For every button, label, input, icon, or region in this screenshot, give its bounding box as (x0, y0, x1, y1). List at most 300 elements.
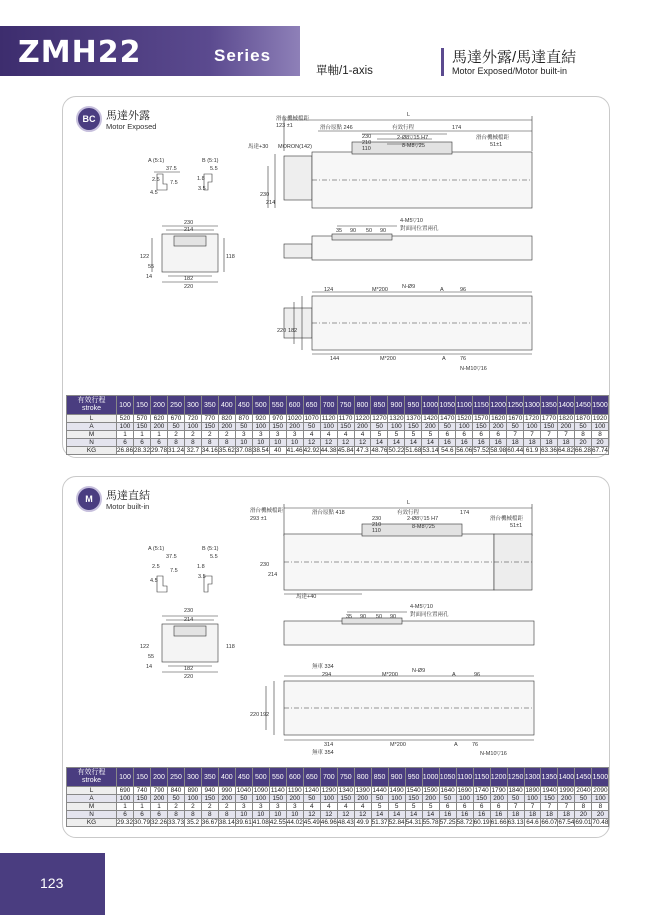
table-cell: 14 (388, 439, 405, 447)
table-cell: 31.24 (168, 447, 184, 454)
table-cell: 3 (286, 431, 303, 439)
dim-end-214: 214 (184, 617, 194, 623)
header-en-title: Motor Exposed/Motor built-in (452, 66, 568, 76)
table-cell: 67.74 (591, 447, 608, 454)
table-cell: 64.6 (524, 819, 541, 827)
dim-motor: 馬達+30 (248, 144, 269, 150)
page-footer (0, 853, 105, 915)
stroke-header-cell (67, 396, 117, 415)
table-cell: 5 (405, 431, 422, 439)
dim-110: 110 (372, 528, 381, 534)
table-cell: 5 (388, 431, 405, 439)
table-cell: 2090 (593, 787, 608, 794)
table-cell: 50 (371, 423, 388, 431)
table-cell: 6 (151, 439, 168, 447)
row-label: M (67, 803, 117, 811)
table-cell: 8 (575, 803, 592, 811)
table-cell: 1190 (287, 787, 302, 794)
stroke-header: 450 (235, 396, 252, 415)
dim-bot-motor: 無車 354 (312, 750, 334, 756)
table-cell: 20 (575, 811, 592, 819)
table-cell: 50 (168, 423, 185, 431)
dim-end-14: 14 (146, 664, 153, 670)
dim-origin-label: 滑台機械檔距 (250, 508, 284, 514)
table-cell: 54.31 (405, 819, 422, 826)
dim-slide-origin: 滑台原點 418 (312, 510, 345, 516)
table-row (67, 787, 609, 795)
table-cell: 1290 (321, 787, 336, 794)
dim-end-value: 51±1 (510, 523, 523, 529)
dim-top-motor: 無車 334 (312, 664, 334, 670)
stroke-header: 200 (151, 768, 168, 787)
dim-top-220: 220 (277, 328, 287, 334)
series-label: Series (214, 46, 272, 65)
dim-bot-76: 76 (472, 742, 479, 748)
table-cell: 10 (252, 811, 269, 819)
section-title-en: Motor built-in (106, 502, 150, 511)
table-cell: 18 (558, 811, 575, 819)
table-cell: 60.44 (507, 447, 524, 454)
dim-210: 210 (362, 140, 372, 146)
dim-top-m200: M*200 (382, 672, 398, 678)
table-cell: 16 (439, 439, 456, 447)
table-cell: 16 (490, 439, 507, 447)
table-cell: 37.08 (235, 447, 252, 454)
table-cell: 770 (201, 415, 218, 423)
header-divider (441, 48, 444, 76)
table-cell: 150 (201, 423, 218, 431)
stroke-header: 500 (252, 396, 269, 415)
table-cell: 890 (185, 787, 202, 795)
table-cell: 38.14 (218, 819, 235, 826)
dim-210: 210 (372, 522, 382, 528)
stroke-header: 1300 (524, 768, 541, 787)
stroke-header: 900 (388, 396, 405, 415)
stroke-header: 600 (286, 396, 303, 415)
table-cell: 10 (269, 439, 286, 447)
dim-bot-a: A (454, 742, 458, 748)
dim-end-122: 122 (140, 254, 150, 260)
dim-b18: 1.8 (197, 176, 205, 182)
dim-m4b: 對面同位置兩孔 (400, 226, 439, 232)
table-cell: 1340 (338, 787, 353, 794)
table-cell: 200 (422, 795, 439, 803)
table-cell: 12 (354, 811, 371, 819)
dim-174: 174 (452, 125, 462, 131)
section-title-zh: 馬達外露 (106, 110, 150, 122)
table-cell: 41.46 (286, 447, 303, 454)
table-cell: 12 (303, 811, 320, 819)
table-cell: 8 (218, 439, 235, 447)
stroke-header-en: stroke (81, 405, 102, 412)
dim-hole1: 2-Ø8▽15 H7 (407, 516, 439, 522)
table-cell: 14 (371, 439, 388, 447)
table-cell: 1670 (508, 415, 523, 422)
table-cell: 12 (337, 811, 354, 819)
table-cell: 53.14 (422, 447, 439, 454)
table-row (67, 803, 609, 811)
table-cell: 150 (337, 795, 354, 803)
table-cell: 18 (540, 439, 557, 447)
table-cell: 35.2 (185, 819, 202, 827)
row-label: L (67, 415, 117, 423)
table-cell: 1840 (508, 787, 523, 794)
table-cell: 1720 (524, 415, 540, 422)
dim-end-14: 14 (146, 274, 153, 280)
table-cell: 3 (235, 803, 252, 811)
row-label: A (67, 423, 117, 431)
table-cell: 150 (405, 795, 422, 803)
table-cell: 16 (456, 811, 473, 819)
dim-end-214: 214 (184, 227, 194, 233)
table-cell: 1020 (287, 415, 302, 422)
dim-end-118: 118 (226, 644, 235, 650)
table-cell: 42.92 (303, 447, 320, 454)
stroke-header: 1350 (540, 396, 557, 415)
dim-side-230: 230 (260, 562, 270, 568)
dim-a75: 7.5 (170, 180, 178, 186)
table-cell: 1690 (457, 787, 472, 794)
table-cell: 7 (541, 803, 558, 811)
table-cell: 100 (592, 795, 609, 803)
stroke-header: 550 (269, 768, 286, 787)
table-cell: 1490 (389, 787, 404, 794)
table-cell: 1740 (474, 787, 489, 794)
table-cell: 6 (439, 803, 456, 811)
stroke-header: 800 (354, 768, 371, 787)
table-cell: 8 (168, 439, 185, 447)
table-cell: 10 (286, 439, 303, 447)
table-cell: 8 (185, 439, 202, 447)
table-cell: 1240 (304, 787, 319, 794)
table-cell: 1 (134, 803, 151, 811)
table-cell: 52.84 (388, 819, 405, 826)
table-cell: 6 (456, 803, 473, 811)
table-cell: 12 (354, 439, 371, 447)
detail-a: A (5:1) (148, 158, 165, 164)
table-cell: 1790 (491, 787, 506, 794)
table-cell: 1770 (541, 415, 557, 422)
stroke-header: 1150 (473, 396, 490, 415)
table-cell: 690 (117, 787, 134, 795)
table-cell: 48.43 (337, 819, 354, 826)
table-cell: 7 (558, 803, 575, 811)
dim-l: L (407, 500, 411, 506)
dim-a45: 4.5 (150, 578, 158, 584)
table-cell: 150 (540, 423, 557, 431)
stroke-header: 750 (337, 768, 354, 787)
table-cell: 5 (371, 431, 388, 439)
table-header-row (67, 768, 609, 787)
dim-top-220: 220 (250, 712, 260, 718)
table-cell: 990 (218, 787, 235, 795)
dim-a375: 37.5 (166, 554, 177, 560)
stroke-header: 250 (168, 768, 185, 787)
dim-m90b: 90 (380, 228, 387, 234)
stroke-header: 450 (235, 768, 252, 787)
table-cell: 1870 (575, 415, 591, 422)
table-cell: 12 (320, 439, 337, 447)
table-cell: 64.82 (557, 447, 574, 454)
table-cell: 58.98 (490, 447, 507, 454)
table-cell: 720 (185, 415, 202, 423)
table-cell: 1570 (474, 415, 489, 422)
stroke-header: 850 (371, 396, 388, 415)
dim-hole1: 2-Ø8▽15 H7 (397, 135, 429, 141)
table-cell: 33.73 (168, 819, 184, 826)
table-cell: 70.48 (592, 819, 609, 826)
table-cell: 32.26 (151, 819, 167, 826)
stroke-header: 1150 (473, 768, 490, 787)
table-row (67, 447, 609, 455)
table-cell: 4 (303, 431, 320, 439)
table-row (67, 415, 609, 423)
dim-m35: 35 (336, 228, 343, 234)
table-cell: 1040 (236, 787, 251, 794)
table-cell: 8 (591, 431, 608, 439)
stroke-header: 1350 (541, 768, 558, 787)
table-cell: 39.61 (235, 819, 252, 826)
table-cell: 200 (422, 423, 439, 431)
table-cell: 7 (524, 803, 541, 811)
dim-b18: 1.8 (197, 564, 205, 570)
stroke-header: 400 (218, 396, 235, 415)
table-cell: 4 (354, 803, 371, 811)
stroke-header: 1450 (575, 768, 592, 787)
table-cell: 570 (134, 415, 151, 423)
table-cell: 520 (117, 415, 134, 423)
dim-top-n9: N-Ø9 (412, 668, 426, 674)
table-cell: 1 (151, 431, 168, 439)
dim-m50: 50 (366, 228, 373, 234)
table-cell: 6 (490, 431, 507, 439)
stroke-header: 100 (117, 768, 134, 787)
table-cell: 150 (405, 423, 422, 431)
section-title-zh: 馬達直結 (106, 490, 150, 502)
dim-origin-value: 123 ±1 (276, 123, 293, 129)
table-cell: 46.96 (320, 819, 337, 826)
dim-end-182: 182 (184, 666, 194, 672)
dim-m35: 35 (346, 614, 353, 620)
table-cell: 200 (286, 795, 303, 803)
table-cell: 2 (168, 431, 185, 439)
table-cell: 60.19 (473, 819, 490, 826)
table-cell: 16 (490, 811, 507, 819)
stroke-header: 1250 (507, 396, 524, 415)
table-cell: 61.9 (524, 447, 541, 455)
row-label: KG (67, 447, 117, 455)
table-cell: 18 (524, 439, 541, 447)
row-label: N (67, 439, 117, 447)
stroke-header: 1400 (558, 768, 575, 787)
table-cell: 5 (405, 803, 422, 811)
table-cell: 840 (168, 787, 185, 795)
table-cell: 150 (541, 795, 558, 803)
drawing-motor-exposed (62, 96, 610, 396)
table-cell: 1540 (406, 787, 421, 794)
dim-230: 230 (372, 516, 382, 522)
dim-bot-144: 144 (330, 356, 340, 362)
table-cell: 1170 (338, 415, 353, 422)
table-cell: 50 (575, 795, 592, 803)
table-cell: 150 (201, 795, 218, 803)
table-cell: 12 (303, 439, 320, 447)
product-title: ZMH22 (18, 35, 142, 70)
row-label: A (67, 795, 117, 803)
table-row (67, 431, 609, 439)
dim-bot-n: N-M10▽16 (460, 366, 487, 372)
table-cell: 3 (235, 431, 252, 439)
stroke-header: 1300 (524, 396, 541, 415)
table-cell: 1990 (559, 787, 574, 794)
dim-side-214: 214 (268, 572, 278, 578)
dim-m4b: 對面同位置兩孔 (410, 612, 449, 618)
table-cell: 5 (371, 803, 388, 811)
stroke-header: 1000 (422, 396, 439, 415)
stroke-header: 1200 (490, 396, 507, 415)
dim-motor: 馬達+40 (296, 594, 317, 600)
stroke-header: 600 (286, 768, 303, 787)
table-cell: 50.22 (388, 447, 405, 454)
stroke-header: 1500 (591, 396, 608, 415)
table-cell: 6 (117, 439, 134, 447)
table-cell: 200 (354, 795, 371, 803)
dim-end-118: 118 (226, 254, 235, 260)
table-cell: 6 (117, 811, 134, 819)
section-title-en: Motor Exposed (106, 122, 157, 131)
table-cell: 4 (337, 431, 354, 439)
table-cell: 200 (558, 795, 575, 803)
table-cell: 1 (117, 431, 134, 439)
table-cell: 100 (320, 795, 337, 803)
table-cell: 200 (151, 795, 168, 803)
stroke-header: 400 (218, 768, 235, 787)
dim-end-label: 滑台機械檔距 (490, 516, 524, 522)
table-cell: 45.84 (337, 447, 354, 454)
table-row (67, 811, 609, 819)
dim-side-214: 214 (266, 200, 276, 206)
table-cell: 55.78 (422, 819, 439, 826)
table-cell: 10 (252, 439, 269, 447)
table-cell: 36.67 (201, 819, 218, 826)
table-cell: 3 (252, 803, 269, 811)
dim-a75: 7.5 (170, 568, 178, 574)
stroke-header: 200 (151, 396, 168, 415)
table-cell: 670 (168, 415, 185, 423)
table-cell: 6 (473, 803, 490, 811)
detail-b: B (5:1) (202, 546, 219, 552)
table-cell: 3 (269, 431, 286, 439)
table-cell: 7 (540, 431, 557, 439)
stroke-header: 300 (185, 396, 202, 415)
stroke-header: 1400 (557, 396, 574, 415)
dim-end-value: 51±1 (490, 142, 503, 148)
stroke-header: 650 (303, 768, 320, 787)
table-cell: 18 (541, 811, 558, 819)
dim-m4: 4-M5▽10 (410, 604, 433, 610)
stroke-header: 650 (303, 396, 320, 415)
table-cell: 200 (490, 423, 507, 431)
table-cell: 40 (269, 447, 286, 455)
stroke-header: 1250 (507, 768, 524, 787)
table-cell: 8 (592, 803, 609, 811)
dim-end-230: 230 (184, 608, 194, 614)
table-cell: 920 (252, 415, 269, 423)
table-cell: 51.37 (371, 819, 388, 826)
table-cell: 2 (201, 431, 218, 439)
table-cell: 1620 (491, 415, 506, 422)
table-cell: 1370 (406, 415, 421, 422)
table-cell: 7 (507, 431, 524, 439)
table-cell: 6 (134, 439, 151, 447)
table-cell: 200 (557, 423, 574, 431)
table-cell: 4 (320, 803, 337, 811)
table-cell: 1440 (372, 787, 387, 794)
table-cell: 1120 (321, 415, 336, 422)
table-cell: 100 (117, 423, 134, 431)
table-cell: 35.62 (218, 447, 235, 454)
stroke-header: 300 (185, 768, 202, 787)
table-cell: 2 (168, 803, 185, 811)
table-cell: 16 (473, 439, 490, 447)
table-cell: 8 (201, 439, 218, 447)
table-cell: 870 (235, 415, 252, 423)
page-number: 123 (40, 875, 64, 891)
table-cell: 1470 (440, 415, 455, 422)
dim-bot-n: N-M10▽16 (480, 751, 507, 757)
row-label: L (67, 787, 117, 795)
table-cell: 200 (286, 423, 303, 431)
table-cell: 49.9 (354, 819, 371, 827)
table-cell: 2 (185, 431, 202, 439)
table-cell: 100 (252, 423, 269, 431)
stroke-header: 900 (388, 768, 405, 787)
table-cell: 150 (269, 423, 286, 431)
dim-end-label: 滑台機械檔距 (476, 135, 510, 141)
table-cell: 100 (117, 795, 134, 803)
dim-side-230: 230 (260, 192, 270, 198)
table-cell: 8 (168, 811, 185, 819)
stroke-header-en: stroke (81, 777, 102, 784)
table-cell: 18 (507, 811, 524, 819)
dim-l: L (407, 112, 411, 118)
table-cell: 6 (473, 431, 490, 439)
dim-b35: 3.5 (198, 186, 206, 192)
table-cell: 1140 (270, 787, 285, 794)
table-header-row (67, 396, 609, 415)
table-cell: 200 (151, 423, 168, 431)
table-cell: 14 (422, 811, 439, 819)
table-cell: 28.32 (134, 447, 150, 454)
table-cell: 16 (473, 811, 490, 819)
table-cell: 63.36 (540, 447, 557, 454)
table-cell: 2 (201, 803, 218, 811)
dim-end-220: 220 (184, 674, 194, 680)
dim-end-55: 55 (148, 264, 155, 270)
table-cell: 790 (151, 787, 168, 795)
table-row (67, 423, 609, 431)
dim-top-124: 124 (324, 287, 334, 293)
dim-slide-origin: 滑台原點 246 (320, 125, 353, 131)
table-cell: 2 (218, 803, 235, 811)
spec-table-motor-builtin (66, 767, 609, 827)
dim-a25: 2.5 (152, 177, 160, 183)
table-cell: 200 (218, 423, 235, 431)
table-cell: 57.52 (473, 447, 490, 454)
dim-b55: 5.5 (210, 166, 218, 172)
table-cell: 7 (507, 803, 524, 811)
dim-top-182: 182 (288, 328, 298, 334)
